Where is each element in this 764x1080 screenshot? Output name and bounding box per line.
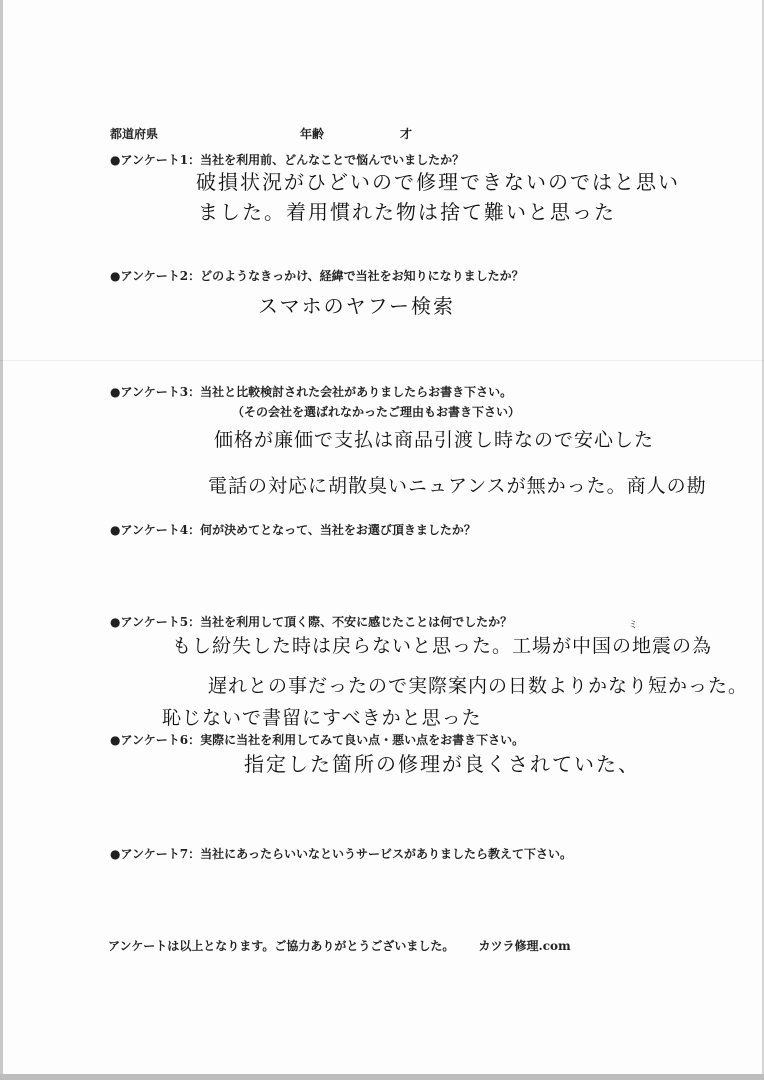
question-4-label: ●アンケート4：何が決めてとなって、当社をお選び頂きましたか？ xyxy=(110,523,476,537)
footer xyxy=(108,938,571,954)
answer-1-line-2: ました。着用慣れた物は捨て難いと思った xyxy=(198,200,616,224)
age-unit: 才 xyxy=(400,127,413,141)
question-6-label: ●アンケート6：実際に当社を利用してみて良い点・悪い点をお書き下さい。 xyxy=(110,733,525,747)
answer-3-line-1: 価格が廉価で支払は商品引渡し時なので安心した xyxy=(214,429,655,451)
answer-1-line-1: 破損状況がひどいので修理できないのではと思い xyxy=(196,170,680,194)
scan-edge-bottom xyxy=(0,1074,764,1080)
question-5-label: ●アンケート5：当社を利用して頂く際、不安に感じたことは何でしたか？ xyxy=(110,615,513,629)
answer-2-line-1: スマホのヤフー検索 xyxy=(258,294,455,318)
age-label: 年齢 xyxy=(300,127,325,141)
question-1-label: ●アンケート1：当社を利用前、どんなことで悩んでいましたか？ xyxy=(110,153,465,167)
answer-6-line-1: 指定した箇所の修理が良くされていた、 xyxy=(244,752,640,776)
answer-5-line-1: もし紛失した時は戻らないと思った。工場が中国の地震の為 xyxy=(172,635,713,657)
scan-edge-left xyxy=(0,0,3,1080)
header-row xyxy=(110,126,670,142)
question-7-label: ●アンケート7：当社にあったらいいなというサービスがありましたら教えて下さい。 xyxy=(110,847,572,861)
brand-name: カツラ修理.com xyxy=(478,939,571,953)
answer-5-insert-mark: ミ xyxy=(628,620,638,631)
question-3-label: ●アンケート3：当社と比較検討された会社がありましたらお書き下さい。 xyxy=(110,385,513,399)
answer-3-line-2: 電話の対応に胡散臭いニュアンスが無かった。商人の勘 xyxy=(208,475,707,497)
answer-5-line-3: 恥じないで書留にすべきかと思った xyxy=(162,707,482,729)
prefecture-label: 都道府県 xyxy=(110,127,159,141)
paper-fold-line xyxy=(0,360,764,361)
answer-5-line-2: 遅れとの事だったので実際案内の日数よりかなり短かった。 xyxy=(208,675,749,697)
question-2-label: ●アンケート2：どのようなきっかけ、経緯で当社をお知りになりましたか？ xyxy=(110,269,524,283)
question-3-sublabel: （その会社を選ばれなかったご理由もお書き下さい） xyxy=(232,405,521,419)
closing-text: アンケートは以上となります。ご協力ありがとうございました。 xyxy=(108,939,455,953)
